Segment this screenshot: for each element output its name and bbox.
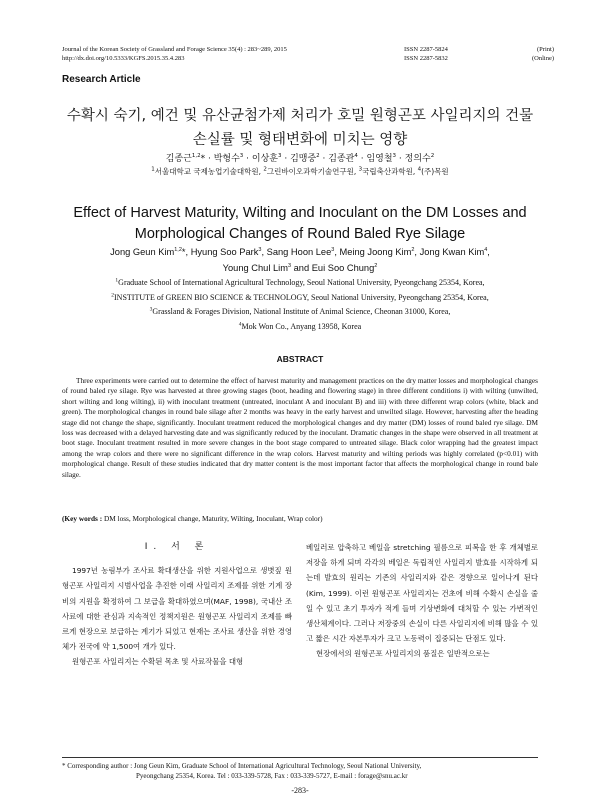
body-paragraph: 베일러로 압축하고 베일을 stretching 필름으로 피복을 한 후 개체별로 저장을 하게 되며 각각의 베일은 독립적인 사일리지 발효를 시작하게 되는데 발효의 원리는 기존의 사일리지와 같은 경향으로 일어나게 된다(Kim, 1999). 이런 원형곤포 사일리지는 건초에 비해 수확시 손실을 줄일 수 있고 초기 투자가 적게 들며 기상변화에 대처할 수 있는 가변적인 생산체계이다. 그러나 저장중의 손실이 다른 사일리지에 비해 많을 수 있고 짧은 시간 자본투자가 크고 노동력이 집중되는 단점도 있다. (306, 543, 538, 644)
affiliation-text: 서울대학교 국제농업기술대학원, (154, 167, 264, 176)
author-name: 김종근 (165, 154, 192, 164)
author-separator: , (334, 247, 337, 257)
affiliation-mark: 3 (149, 306, 153, 313)
korean-title (40, 104, 560, 152)
affiliation-text: 국립축산과학원, (362, 167, 418, 176)
english-title-line2: Morphological Changes of Round Baled Rye Silage (134, 226, 466, 242)
author-name: Meing Joong Kim (339, 247, 412, 257)
keywords (62, 514, 538, 524)
author-affiliation-mark: 2 (316, 153, 320, 159)
corresponding-author-footnote (62, 761, 538, 781)
korean-title-line2: 손실률 및 형태변화에 미치는 영향 (192, 132, 408, 148)
author-name: Sang Hoon Lee (266, 247, 332, 257)
author-name: 이상훈 (251, 154, 278, 164)
issn-online: ISSN 2287-5832 (404, 55, 448, 62)
footnote-line2: Pyeongchang 25354, Korea. Tel : 033-339-5728, Fax : 033-339-5727, E-mail : forage@snu.ac.kr (136, 772, 408, 780)
footnote-divider (62, 757, 538, 758)
abstract-text: Three experiments were carried out to determine the effect of harvest maturity and management practices on the dry matter losses and morphological changes of round baled rye silage. Rye was harvested at three growing stages (boot, heading and flowering stage) in three different conditions i) with wilting (unwilted, short wilting and long wilting), ii) with inoculant treatment (untreated, inoculant A and inoculant B) and iii) with three different wrap colors (white, black and green). The morphological changes in round bale silage after 2 months was heavy in the early harvest and unwilted silage. However, harvesting after the heading stage did not change the shape, significantly. Inoculant treatment reduced the morphological changes and dry matter (DM) losses of round baled rye silage. DM loss was decreased with a delayed harvesting date and was significantly reduced by the inoculant. Dramatic changes in the shape were observed in all treatment at boot stage. Inoculant treatment resulted in more severe changes in the boot stage compared to untreated silage. Black color wrapping had the greatest impact among the wrap colors and there were no significant difference in the wrap colors. Harvest maturity and wilting periods was highly correlated (p<0.01) with morphological change. Result of these studies indicated that dry matter content is the most important factor that affects the morphological change in round bale silage. (62, 376, 538, 479)
affiliation-line (40, 305, 560, 320)
author-separator: *, (181, 247, 189, 257)
author-affiliation-mark: 4 (484, 246, 488, 253)
affiliation-mark: 3 (358, 166, 363, 173)
author-affiliation-mark: 1,2 (191, 153, 201, 159)
author-name: Eui Soo Chung (311, 263, 375, 273)
author-separator: , (487, 247, 490, 257)
affiliation-mark: 1 (115, 277, 119, 284)
author-name: Hyung Soo Park (190, 247, 259, 257)
author-separator: and (291, 263, 310, 273)
english-authors (40, 244, 560, 276)
journal-citation: Journal of the Korean Society of Grassland and Forage Science 35(4) : 283~289, 2015 (62, 46, 287, 53)
section-title-introduction: Ⅰ. 서 론 (144, 542, 210, 552)
author-name: 김종관 (328, 154, 355, 164)
author-affiliation-mark: 2 (374, 262, 378, 269)
affiliation-text: Graduate School of International Agricultural Technology, Seoul National University, Pyeongchang 25354, Korea, (118, 278, 485, 287)
author-affiliation-mark: 3 (331, 246, 335, 253)
affiliation-mark: 4 (417, 166, 422, 173)
body-paragraph: 현장에서의 원형곤포 사일리지의 품질은 일반적으로는 (316, 649, 490, 659)
article-type-label: Research Article (62, 74, 141, 85)
body-paragraph: 원형곤포 사일리지는 수확된 목초 및 사료작물을 대형 (72, 657, 244, 667)
affiliation-text: Mok Won Co., Anyang 13958, Korea (241, 321, 362, 331)
author-affiliation-mark: 3 (392, 153, 397, 159)
affiliation-line (40, 291, 560, 306)
affiliation-line (40, 276, 560, 291)
issn-print: ISSN 2287-5824 (404, 46, 448, 53)
author-name: Jong Geun Kim (110, 247, 175, 257)
author-affiliation-mark: 1,2 (174, 246, 182, 253)
english-authors-line2 (40, 260, 560, 276)
keywords-label: (Key words : (62, 514, 103, 523)
affiliation-mark: 1 (151, 166, 155, 173)
author-name: 정의수 (404, 154, 431, 164)
doi-link[interactable]: http://dx.doi.org/10.5333/KGFS.2015.35.4.283 (62, 55, 185, 62)
author-name: 김맹중 (290, 154, 317, 164)
author-separator: , (261, 247, 265, 257)
journal-header (62, 45, 392, 63)
author-affiliation-mark: 3 (277, 153, 282, 159)
body-column-right (306, 540, 538, 662)
korean-title-line1: 수확시 숙기, 예건 및 유산균첨가제 처리가 호밀 원형곤포 사일리지의 건물 (66, 108, 534, 124)
affiliation-mark: 2 (263, 166, 267, 173)
affiliation-text: Grassland & Forages Division, National Institute of Animal Science, Cheonan 31000, Korea, (152, 307, 451, 316)
author-name: Jong Kwan Kim (419, 247, 485, 257)
korean-authors: 김종근$^{1,2}$* · 박형수$^3$ · 이상훈$^3$ · 김맹중$^2$ · 김종관$^4$ · 임영철$^3$ · 정의수$^2$ (165, 153, 435, 164)
author-name: 박형수 (213, 154, 240, 164)
corresponding-mark: * (200, 154, 206, 164)
author-affiliation-mark: 4 (354, 153, 358, 159)
english-title-line1: Effect of Harvest Maturity, Wilting and Inoculant on the DM Losses and (73, 205, 527, 221)
body-column-left (62, 540, 292, 670)
author-separator: , (414, 247, 418, 257)
author-affiliation-mark: 3 (258, 246, 262, 253)
author-affiliation-mark: 3 (287, 262, 292, 269)
affiliation-text: 그린바이오과학기술연구원, (266, 167, 359, 176)
page-number: -283- (291, 786, 309, 795)
author-name: Young Chul Lim (222, 263, 288, 273)
abstract-heading: ABSTRACT (276, 354, 324, 364)
affiliation-mark: 2 (111, 291, 115, 298)
body-paragraph: 1997년 농림부가 조사료 확대생산을 위한 지원사업으로 생볏짚 원형곤포 사일리지 시범사업을 추진한 이래 사일리지 조제를 위한 기계 장비의 지원을 확정하여 그 보급을 확대하였으며(MAF, 1998), 국내산 조사료에 대한 관심과 지속적인 정책지원은 원형곤포 사일리지 조제를 빠르게 현장으로 보급하는 계기가 되었고 현재는 조사료 생산을 위한 경영체가 전국에 약 1,500여 개가 있다. (62, 566, 292, 652)
affiliation-line (40, 320, 560, 335)
author-affiliation-mark: 2 (430, 153, 435, 159)
affiliation-text: (주)목원 (421, 167, 449, 176)
author-affiliation-mark: 2 (411, 246, 415, 253)
issn-online-type: (Online) (531, 55, 554, 62)
author-name: 임영철 (366, 154, 393, 164)
issn-print-type: (Print) (537, 46, 554, 53)
english-title (40, 203, 560, 245)
keywords-list: DM loss, Morphological change, Maturity, Wilting, Inoculant, Wrap color) (102, 514, 323, 523)
affiliation-mark: 4 (238, 320, 242, 327)
english-affiliations (40, 276, 560, 334)
affiliation-text: INSTITUTE of GREEN BIO SCIENCE & TECHNOLOGY, Seoul National University, Pyeongchang 25354, Korea, (114, 292, 489, 302)
korean-affiliations (40, 166, 560, 178)
author-affiliation-mark: 3 (239, 153, 244, 159)
issn-block (404, 45, 554, 63)
english-authors-line1 (40, 244, 560, 260)
footnote-line1: * Corresponding author : Jong Geun Kim, Graduate School of International Agricultural Technology, Seoul National University, (62, 762, 422, 770)
